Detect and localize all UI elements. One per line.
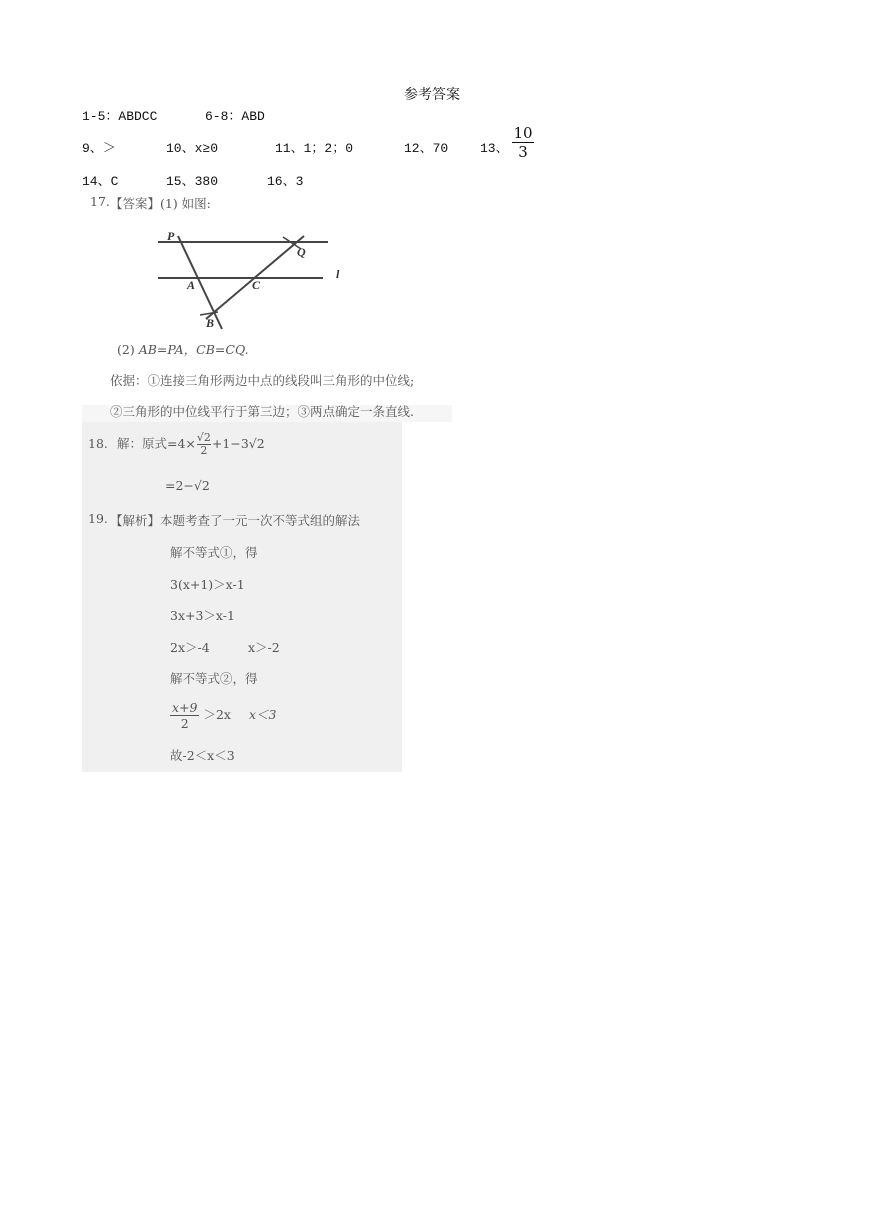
geometry-figure (150, 225, 350, 335)
answer-11: 11、1；2；0 (275, 141, 354, 156)
answer-13-fraction (512, 124, 534, 161)
q17-basis-1: 依据：①连接三角形两边中点的线段叫三角形的中位线; (110, 373, 415, 388)
fraction-denominator: 3 (518, 143, 528, 161)
label-c: C (252, 278, 261, 292)
q18-fraction (197, 432, 211, 457)
q18-fraction-numerator: √2 (196, 431, 211, 444)
q18-prefix: 解：原式=4× (117, 436, 196, 451)
label-p: P (167, 229, 175, 243)
q18-fraction-denominator: 2 (200, 444, 208, 457)
q17-part2 (117, 340, 249, 358)
q17-part2-answer: AB=PA，CB=CQ. (138, 342, 249, 357)
label-q: Q (297, 245, 306, 259)
q18-suffix: +1−3√2 (211, 436, 265, 451)
q19-step-4a: 2x＞-4 (170, 640, 210, 655)
q18-number: 18. (88, 436, 108, 451)
q17-heading: 【答案】(1) 如图: (110, 196, 211, 211)
segment-pb (178, 236, 222, 329)
q19-step-6-end: x＜3 (249, 707, 277, 722)
q19-fraction-denominator: 2 (180, 716, 189, 731)
label-l: l (336, 267, 340, 281)
q19-fraction-numerator: x+9 (172, 700, 198, 715)
answer-12: 12、70 (404, 141, 449, 156)
answer-13: 13、 (480, 141, 509, 156)
q18-line-1 (117, 432, 265, 457)
q19-step-4b: x＞-2 (248, 640, 280, 655)
label-b: B (206, 316, 215, 330)
answer-15: 15、380 (166, 174, 219, 189)
q19-number: 19. (88, 511, 108, 526)
q17-number: 17. (90, 194, 110, 209)
answer-16: 16、3 (267, 174, 304, 189)
label-a: A (187, 278, 196, 292)
answer-14: 14、C (82, 174, 119, 189)
q19-step-6-mid: ＞2x (203, 707, 231, 722)
page-title: 参考答案 (404, 87, 460, 103)
fraction-numerator: 10 (513, 124, 533, 142)
q19-step-2: 3(x+1)＞x-1 (170, 577, 245, 592)
q19-step-3: 3x+3＞x-1 (170, 608, 235, 623)
q19-step-5: 解不等式②，得 (170, 671, 258, 686)
q17-basis-2: ②三角形的中位线平行于第三边；③两点确定一条直线. (110, 404, 414, 419)
answer-6-8: 6-8：ABD (205, 109, 265, 124)
answer-10: 10、x≥0 (166, 141, 219, 156)
q19-heading: 【解析】本题考查了一元一次不等式组的解法 (110, 513, 361, 528)
q18-line-2: =2−√2 (165, 478, 210, 493)
answer-1-5: 1-5：ABDCC (82, 109, 158, 124)
q19-fraction (170, 700, 199, 731)
answer-9: 9、＞ (82, 141, 116, 156)
q19-conclusion: 故-2＜x＜3 (170, 748, 235, 763)
q19-step-6 (170, 700, 277, 731)
q19-step-1: 解不等式①，得 (170, 545, 258, 560)
q17-part2-prefix: (2) (117, 342, 135, 357)
